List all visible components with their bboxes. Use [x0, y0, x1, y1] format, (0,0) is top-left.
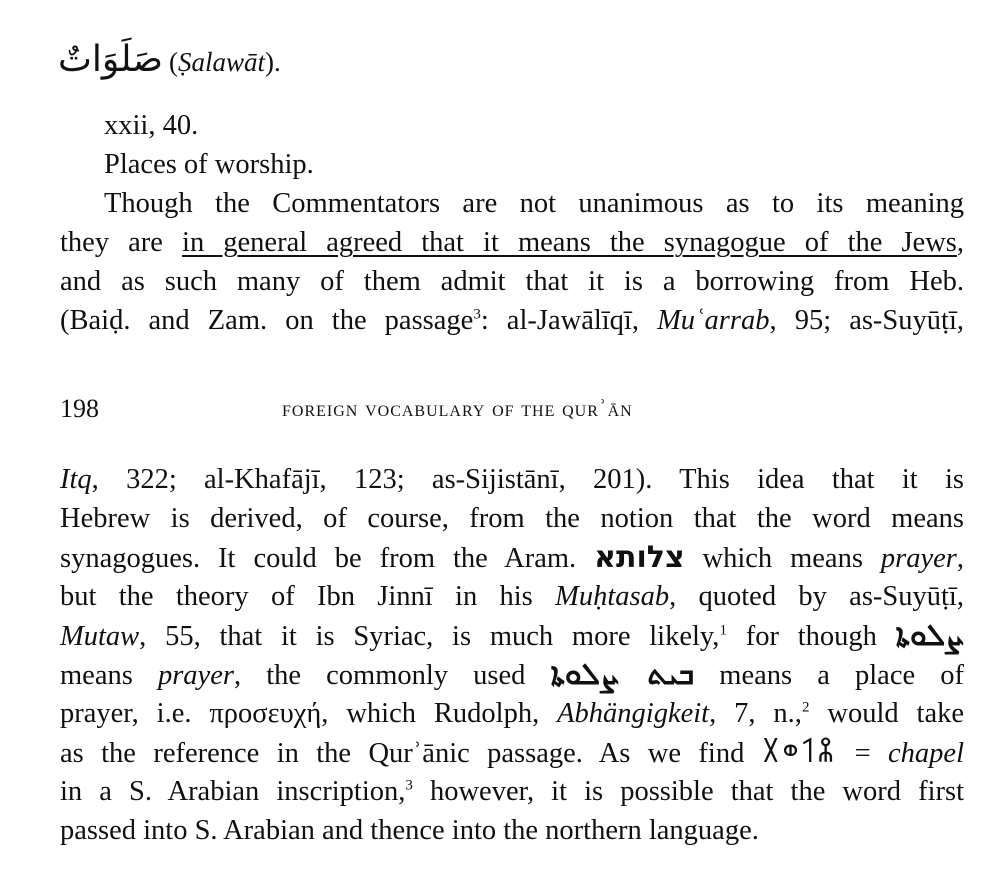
text-run: however, it is possible that the word first — [412, 776, 964, 807]
text-run: means — [60, 660, 158, 691]
paragraph-line: Though the Commentators are not unanimous as to its meaning — [104, 188, 964, 219]
paragraph-line — [60, 694, 964, 733]
paragraph-line — [60, 577, 964, 616]
text-run: (Baiḍ. and Zam. on the passage — [60, 305, 474, 336]
text-run: for though — [726, 621, 896, 652]
italic-title: Itq — [60, 464, 92, 495]
italic-word: prayer — [880, 543, 957, 574]
paragraph-line — [60, 616, 964, 655]
text-run: they are — [60, 227, 183, 258]
transliteration-text: Ṣalawāt — [177, 47, 265, 77]
italic-title: Muʿarrab — [657, 305, 770, 336]
paragraph-line: and as such many of them admit that it is a borrowing from Heb. — [60, 266, 964, 297]
text-run: means a place of — [694, 660, 964, 691]
text-run: , — [956, 227, 965, 258]
arabic-headword: صَلَوَاتٌ — [58, 39, 163, 80]
paragraph-line — [60, 772, 964, 811]
paragraph-line — [60, 733, 964, 772]
italic-word: prayer — [157, 660, 234, 691]
text-run: would take — [809, 698, 964, 729]
text-run: , 7, n., — [709, 698, 802, 729]
underlined-phrase: in general agreed that it means the synagogue of the Jews — [182, 227, 957, 258]
running-head — [60, 392, 964, 426]
text-run: , 95; as-Suyūṭī, — [769, 305, 964, 336]
text-run: in a S. Arabian inscription, — [60, 776, 406, 807]
text-run: but the theory of Ibn Jinnī in his — [60, 581, 556, 612]
text-run: prayer, i.e. προσευχή, which Rudolph, — [60, 698, 558, 729]
hebrew-word: צלותא — [594, 540, 685, 575]
south-arabian-word: 𐩮𐩡𐩥𐩩 — [761, 736, 838, 769]
text-run: : al-Jawālīqī, — [480, 305, 658, 336]
text-run: , quoted by as-Suyūṭī, — [669, 581, 964, 612]
page-number: 198 — [60, 394, 99, 423]
text-run: = — [837, 738, 889, 769]
paragraph-line: passed into S. Arabian and thence into the northern language. — [60, 815, 759, 846]
paragraph-line — [60, 655, 964, 694]
paragraph-line: Hebrew is derived, of course, from the notion that the word means — [60, 503, 964, 534]
syriac-word: ܨܠܘܬܐ — [895, 618, 964, 653]
entry-headword — [58, 39, 281, 92]
text-run: as the reference in the Qurʾānic passage. As we find — [60, 738, 762, 769]
italic-title: Abhängigkeit — [557, 698, 710, 729]
text-run: synagogues. It could be from the Aram. — [60, 543, 595, 574]
footnote-marker: 3 — [473, 306, 481, 323]
paragraph-line — [60, 223, 964, 262]
paragraph-line — [60, 301, 964, 340]
syriac-phrase: ܒܝܬ ܨܠܘܬܐ — [550, 657, 695, 692]
text-run: , 322; al-Khafājī, 123; as-Sijistānī, 201). This idea that it is — [91, 464, 964, 495]
text-run: , — [956, 543, 964, 574]
footnote-marker: 2 — [801, 699, 810, 716]
italic-title: Mutaw — [60, 621, 140, 652]
italic-word: chapel — [888, 738, 964, 769]
text-run: which means — [684, 543, 881, 574]
text-run: , 55, that it is Syriac, is much more likely, — [139, 621, 720, 652]
text-run: , the commonly used — [233, 660, 551, 691]
gloss: Places of worship. — [104, 149, 314, 180]
footnote-marker: 3 — [405, 777, 413, 794]
headword-transliteration: (Ṣalawāt). — [168, 47, 281, 77]
running-title: foreign vocabulary of the qurʾān — [282, 396, 633, 421]
paragraph-line — [60, 460, 964, 499]
italic-title: Muḥtasab — [555, 581, 670, 612]
footnote-marker: 1 — [719, 622, 727, 639]
verse-reference: xxii, 40. — [104, 110, 199, 141]
paragraph-line — [60, 538, 964, 577]
